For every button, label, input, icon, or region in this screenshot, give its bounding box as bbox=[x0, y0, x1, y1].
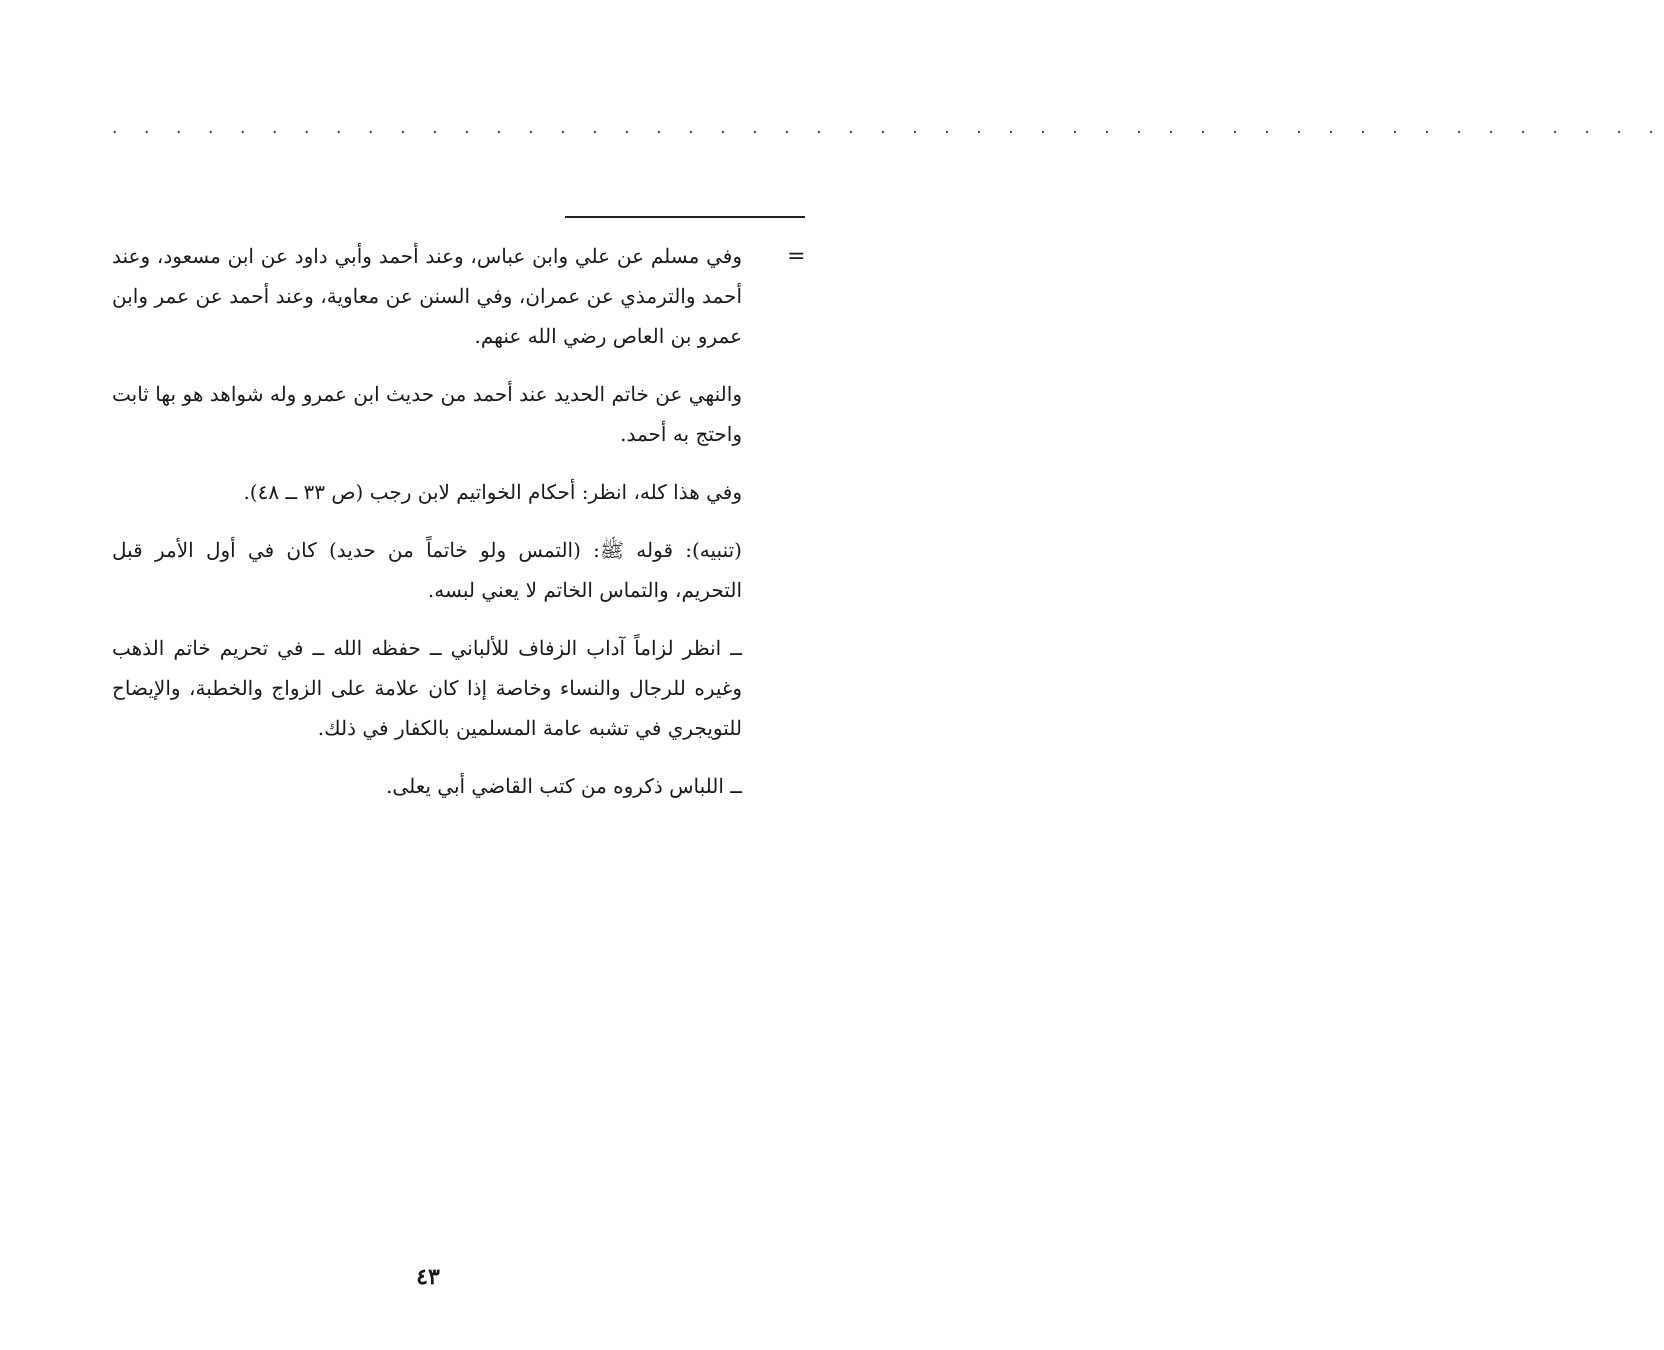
dotted-separator: . . . . . . . . . . . . . . . . . . . . . . . . . . . . . . . . . . . . . . . . . . . . . . . . . bbox=[112, 118, 1664, 138]
footnote-paragraph: وفي هذا كله، انظر: أحكام الخواتيم لابن رجب (ص ٣٣ ــ ٤٨). bbox=[243, 480, 742, 504]
page-number: ٤٣ bbox=[416, 1264, 440, 1290]
footnote-paragraph: ــ انظر لزاماً آداب الزفاف للألباني ــ حفظه الله ــ في تحريم خاتم الذهب وغيره للرجال والنساء وخاصة إذا كان علامة على الزواج والخطبة، والإيضاح للتويجري في تشبه عامة المسلمين بالكفار في ذلك. bbox=[112, 636, 743, 740]
footnote-body bbox=[112, 236, 742, 824]
footnote-separator-line bbox=[565, 216, 805, 218]
footnote-paragraph: ــ اللباس ذكروه من كتب القاضي أبي يعلى. bbox=[386, 774, 742, 798]
footnote-continuation-mark: = bbox=[787, 244, 806, 269]
footnote-paragraph: (تنبيه): قوله ﷺ: (التمس ولو خاتماً من حديد) كان في أول الأمر قبل التحريم، والتماس الخاتم لا يعني لبسه. bbox=[112, 538, 742, 602]
footnote-paragraph: والنهي عن خاتم الحديد عند أحمد من حديث ابن عمرو وله شواهد هو بها ثابت واحتج به أحمد. bbox=[112, 382, 742, 446]
footnote-paragraph: وفي مسلم عن علي وابن عباس، وعند أحمد وأبي داود عن ابن مسعود، وعند أحمد والترمذي عن عمران، وفي السنن عن معاوية، وعند أحمد عن عمر وابن عمرو بن العاص رضي الله عنهم. bbox=[112, 244, 743, 348]
